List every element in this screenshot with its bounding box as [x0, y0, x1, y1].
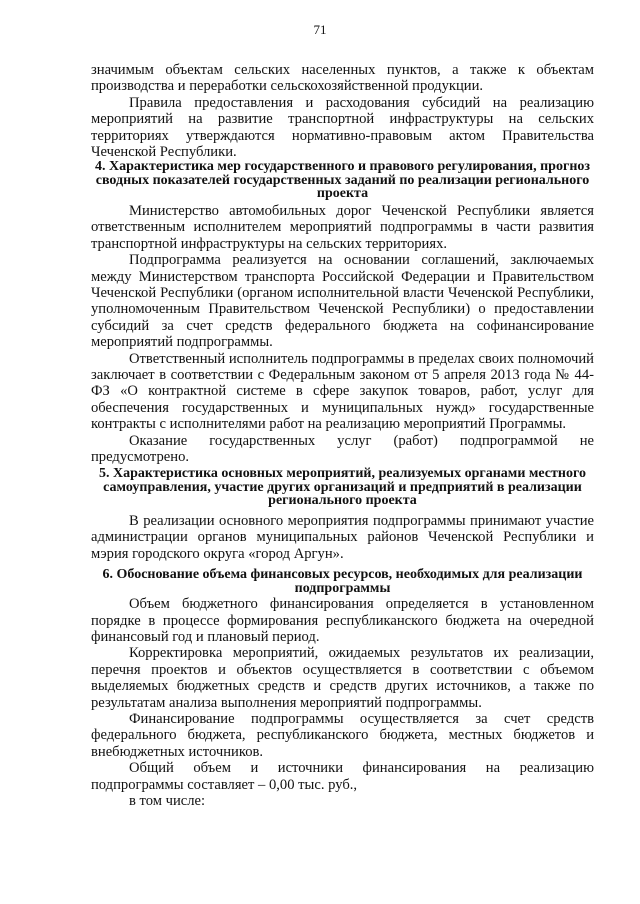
document-body: [91, 62, 594, 809]
paragraph-services: Оказание государственных услуг (работ) подпрограммой не предусмотрено.: [91, 432, 594, 466]
paragraph-budget-volume: Объем бюджетного финансирования определяется в установленном порядке в процессе формирования республиканского бюджета на очередной финансовый год и плановый период.: [91, 596, 594, 645]
paragraph-subsidy-rules: Правила предоставления и расходования субсидий на реализацию мероприятий на развитие транспортной инфраструктуры на сельских территориях утверждаются нормативно-правовым актом Правительства Чеченской Республики.: [91, 94, 594, 161]
paragraph-participants: В реализации основного мероприятия подпрограммы принимают участие администрации органов муниципальных районов Чеченской Республики и мэрия городского округа «город Аргун».: [91, 512, 594, 562]
paragraph-adjustment: Корректировка мероприятий, ожидаемых результатов их реализации, перечня проектов и объектов осуществляется в соответствии с объемом выделяемых бюджетных средств и средств других источников, а также по результатам анализа выполнения мероприятий подпрограммы.: [91, 645, 594, 711]
paragraph-including: в том числе:: [129, 793, 206, 810]
paragraph-continuation: значимым объектам сельских населенных пунктов, а также к объектам производства и переработки сельскохозяйственной продукции.: [91, 62, 594, 95]
section-heading-6: 6. Обоснование объема финансовых ресурсов, необходимых для реализации подпрограммы: [102, 567, 583, 596]
paragraph-financing-sources: Финансирование подпрограммы осуществляется за счет средств федерального бюджета, республиканского бюджета, местных бюджетов и внебюджетных источников.: [91, 711, 594, 760]
page-number: 71: [313, 22, 327, 37]
section-heading-5: 5. Характеристика основных мероприятий, реализуемых органами местного самоуправления, участие других организаций и предприятий в реализации регионального проекта: [99, 466, 586, 509]
paragraph-contracts: Ответственный исполнитель подпрограммы в пределах своих полномочий заключает в соответствии с Федеральным законом от 5 апреля 2013 года № 44-ФЗ «О контрактной системе в сфере закупок товаров, работ, услуг для обеспечения государственных и муниципальных нужд» государственные контракты с исполнителями работ на реализацию мероприятий Программы.: [91, 350, 594, 433]
paragraph-agreements: Подпрограмма реализуется на основании соглашений, заключаемых между Министерством транспорта Российской Федерации и Правительством Чеченской Республики (органом исполнительной власти Чеченской Республики, уполномоченным Правительством Чеченской Республики) о предоставлении субсидий за счет средств федерального бюджета на софинансирование мероприятий подпрограммы.: [91, 252, 594, 351]
paragraph-ministry: Министерство автомобильных дорог Чеченской Республики является ответственным исполнителем мероприятий подпрограммы в части развития транспортной инфраструктуры на сельских территориях.: [91, 202, 594, 252]
paragraph-total-volume: Общий объем и источники финансирования на реализацию подпрограммы составляет – 0,00 тыс. руб.,: [91, 760, 594, 793]
section-heading-4: 4. Характеристика мер государственного и правового регулирования, прогноз сводных показателей государственных заданий по реализации регионального проекта: [94, 159, 591, 202]
